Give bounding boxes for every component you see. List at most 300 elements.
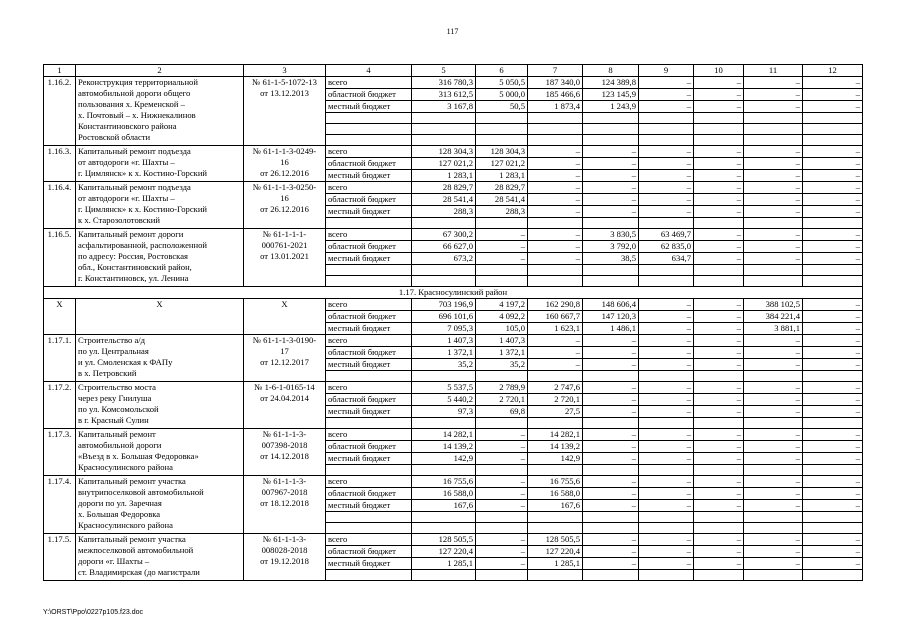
year-2024-cell: –	[744, 253, 803, 265]
registration-cell	[244, 146, 326, 182]
registration-line	[246, 110, 323, 121]
year-2024-cell: –	[744, 429, 803, 441]
year-2021-cell: –	[583, 441, 639, 453]
year-2020-cell: –	[528, 182, 583, 194]
total-cell: 67 300,2	[412, 229, 476, 241]
year-2025-cell	[803, 276, 863, 287]
total-cell: 696 101,6	[412, 311, 476, 323]
year-2022-cell: –	[639, 299, 694, 311]
item-number-line: 1.17.4.	[47, 476, 72, 486]
year-2025-cell: –	[803, 323, 863, 335]
registration-line	[246, 262, 323, 273]
year-2024-cell: –	[744, 441, 803, 453]
year-2022-cell: –	[639, 335, 694, 347]
item-number-line	[46, 520, 73, 531]
year-2022-cell: –	[639, 429, 694, 441]
page-number: 117	[446, 27, 459, 36]
year-2025-cell: –	[803, 500, 863, 512]
registration-line: от 14.12.2018	[260, 451, 309, 461]
column-header: 5	[412, 65, 476, 77]
registration-line: 008028-2018	[261, 545, 308, 555]
year-2020-cell: 2 747,6	[528, 382, 583, 394]
year-2025-cell: –	[803, 347, 863, 359]
item-number-line	[46, 157, 73, 168]
item-name-line: через реку Гнилуша	[78, 393, 152, 403]
year-2023-cell: –	[694, 500, 744, 512]
year-2022-cell: –	[639, 476, 694, 488]
funding-source-cell	[326, 418, 412, 429]
registration-line: 007398-2018	[261, 440, 308, 450]
funding-source-cell	[326, 218, 412, 229]
funding-source-cell: всего	[326, 77, 412, 89]
year-2019-cell	[476, 265, 528, 276]
total-cell: 1 407,3	[412, 335, 476, 347]
item-number-line: 1.16.2.	[47, 77, 72, 87]
year-2022-cell	[639, 265, 694, 276]
total-cell: 66 627,0	[412, 241, 476, 253]
item-name-line: Строительство моста	[78, 382, 156, 392]
item-name-line: и ул. Смоленская к ФАПу	[78, 357, 173, 367]
year-2025-cell: –	[803, 170, 863, 182]
year-2024-cell	[744, 124, 803, 135]
item-number-line	[46, 487, 73, 498]
item-number-line	[46, 310, 73, 321]
year-2019-cell: 28 541,4	[476, 194, 528, 206]
year-2020-cell	[528, 113, 583, 124]
funding-source-cell: местный бюджет	[326, 323, 412, 335]
year-2024-cell: –	[744, 335, 803, 347]
funding-source-cell: областной бюджет	[326, 158, 412, 170]
total-cell: 167,6	[412, 500, 476, 512]
item-name-line: Х	[156, 299, 163, 309]
year-2024-cell: –	[744, 194, 803, 206]
funding-source-cell: областной бюджет	[326, 546, 412, 558]
year-2020-cell: –	[528, 253, 583, 265]
section-row	[44, 287, 863, 299]
funding-source-cell: местный бюджет	[326, 406, 412, 418]
funding-source-cell: местный бюджет	[326, 253, 412, 265]
year-2022-cell: –	[639, 206, 694, 218]
item-name-line: обл., Константиновский район,	[78, 262, 192, 272]
year-2019-cell: 105,0	[476, 323, 528, 335]
item-number-line	[46, 404, 73, 415]
registration-cell	[244, 382, 326, 429]
year-2019-cell	[476, 113, 528, 124]
registration-line	[246, 310, 323, 321]
item-name-cell	[76, 476, 244, 534]
funding-source-cell: всего	[326, 429, 412, 441]
funding-source-cell	[326, 124, 412, 135]
year-2023-cell: –	[694, 429, 744, 441]
year-2020-cell	[528, 124, 583, 135]
year-2020-cell: 167,6	[528, 500, 583, 512]
year-2020-cell: –	[528, 347, 583, 359]
year-2024-cell: 3 881,1	[744, 323, 803, 335]
funding-source-cell	[326, 113, 412, 124]
registration-line	[246, 121, 323, 132]
funding-source-cell	[326, 276, 412, 287]
registration-cell	[244, 429, 326, 476]
year-2020-cell: 1 285,1	[528, 558, 583, 570]
year-2021-cell: 147 120,3	[583, 311, 639, 323]
total-cell: 1 285,1	[412, 558, 476, 570]
year-2021-cell: 124 389,8	[583, 77, 639, 89]
year-2025-cell: –	[803, 77, 863, 89]
year-2023-cell: –	[694, 546, 744, 558]
year-2024-cell: –	[744, 488, 803, 500]
table-row	[44, 534, 863, 546]
funding-source-cell: всего	[326, 382, 412, 394]
year-2019-cell: –	[476, 488, 528, 500]
registration-line	[246, 321, 323, 332]
year-2022-cell	[639, 135, 694, 146]
registration-line: № 61-1-1-3-	[262, 476, 307, 486]
registration-line: № 61-1-1-3-0250-	[252, 182, 317, 192]
total-cell: 35,2	[412, 359, 476, 371]
registration-line: от 13.01.2021	[260, 251, 309, 261]
funding-source-cell: всего	[326, 146, 412, 158]
year-2025-cell: –	[803, 206, 863, 218]
year-2024-cell: –	[744, 170, 803, 182]
item-name-line: от автодороги «г. Шахты –	[78, 157, 175, 167]
registration-line	[246, 132, 323, 143]
year-2023-cell: –	[694, 299, 744, 311]
item-name-line: внутрипоселковой автомобильной	[78, 487, 204, 497]
year-2022-cell	[639, 124, 694, 135]
year-2025-cell: –	[803, 488, 863, 500]
year-2023-cell: –	[694, 206, 744, 218]
year-2022-cell	[639, 113, 694, 124]
item-name-line: г. Цимлянск» к х. Костино-Горский	[78, 204, 208, 214]
column-header: 6	[476, 65, 528, 77]
funding-source-cell: областной бюджет	[326, 241, 412, 253]
section-title: 1.17. Красносулинский район	[44, 287, 863, 299]
table-row	[44, 229, 863, 241]
year-2025-cell: –	[803, 194, 863, 206]
year-2021-cell	[583, 218, 639, 229]
item-number-line	[46, 368, 73, 379]
year-2021-cell: –	[583, 335, 639, 347]
year-2021-cell: 3 792,0	[583, 241, 639, 253]
year-2023-cell	[694, 371, 744, 382]
year-2021-cell	[583, 371, 639, 382]
year-2023-cell: –	[694, 441, 744, 453]
year-2025-cell: –	[803, 406, 863, 418]
registration-line: от 26.12.2016	[260, 204, 309, 214]
item-number-line	[46, 321, 73, 332]
year-2023-cell: –	[694, 406, 744, 418]
total-cell	[412, 113, 476, 124]
year-2025-cell	[803, 113, 863, 124]
year-2021-cell: –	[583, 394, 639, 406]
year-2020-cell: –	[528, 229, 583, 241]
year-2020-cell: 16 755,6	[528, 476, 583, 488]
year-2019-cell: –	[476, 253, 528, 265]
registration-line: 000761-2021	[261, 240, 308, 250]
year-2024-cell: –	[744, 476, 803, 488]
item-name-line: Реконструкция территориальной	[78, 77, 198, 87]
year-2025-cell	[803, 124, 863, 135]
year-2020-cell	[528, 523, 583, 534]
year-2025-cell	[803, 218, 863, 229]
registration-cell	[244, 299, 326, 335]
year-2025-cell	[803, 418, 863, 429]
funding-source-cell: областной бюджет	[326, 441, 412, 453]
item-name-line: Константиновского района	[78, 121, 177, 131]
item-name-line: Красносулинского района	[78, 520, 173, 530]
funding-source-cell	[326, 265, 412, 276]
year-2020-cell: 142,9	[528, 453, 583, 465]
item-number-cell	[44, 476, 76, 534]
year-2025-cell: –	[803, 394, 863, 406]
year-2020-cell: –	[528, 170, 583, 182]
item-name-line: дороги «г. Шахты –	[78, 556, 150, 566]
year-2020-cell: 16 588,0	[528, 488, 583, 500]
year-2023-cell: –	[694, 335, 744, 347]
year-2022-cell	[639, 465, 694, 476]
item-number-line: Х	[56, 299, 63, 309]
item-name-line: Красносулинского района	[78, 462, 173, 472]
year-2023-cell: –	[694, 534, 744, 546]
funding-source-cell	[326, 523, 412, 534]
year-2021-cell	[583, 523, 639, 534]
item-name-line: межпоселковой автомобильной	[78, 545, 194, 555]
item-name-line: Ростовской области	[78, 132, 151, 142]
year-2019-cell: 28 829,7	[476, 182, 528, 194]
item-number-line: 1.17.2.	[47, 382, 72, 392]
year-2024-cell: –	[744, 558, 803, 570]
item-name-line: «Въезд в х. Большая Федоровка»	[78, 451, 199, 461]
total-cell	[412, 135, 476, 146]
registration-line: № 61-1-1-1-	[262, 229, 307, 239]
year-2021-cell: –	[583, 206, 639, 218]
registration-line: 16	[280, 193, 289, 203]
registration-cell	[244, 229, 326, 287]
item-name-line: автомобильной дороги	[78, 440, 162, 450]
year-2023-cell	[694, 265, 744, 276]
year-2020-cell	[528, 418, 583, 429]
year-2020-cell: –	[528, 194, 583, 206]
year-2021-cell	[583, 265, 639, 276]
funding-source-cell	[326, 371, 412, 382]
registration-line	[246, 520, 323, 531]
column-header: 7	[528, 65, 583, 77]
total-cell: 288,3	[412, 206, 476, 218]
year-2019-cell: –	[476, 558, 528, 570]
item-name-cell	[76, 146, 244, 182]
item-number-line: 1.17.5.	[47, 534, 72, 544]
total-cell	[412, 465, 476, 476]
column-header: 1	[44, 65, 76, 77]
total-cell: 28 541,4	[412, 194, 476, 206]
year-2022-cell	[639, 276, 694, 287]
year-2025-cell	[803, 570, 863, 581]
item-number-line	[46, 567, 73, 578]
year-2022-cell: –	[639, 453, 694, 465]
year-2025-cell: –	[803, 558, 863, 570]
item-number-line: 1.16.5.	[47, 229, 72, 239]
funding-source-cell: всего	[326, 335, 412, 347]
registration-line: 16	[280, 157, 289, 167]
year-2025-cell: –	[803, 101, 863, 113]
column-header: 3	[244, 65, 326, 77]
year-2023-cell: –	[694, 146, 744, 158]
year-2025-cell: –	[803, 476, 863, 488]
year-2021-cell: –	[583, 558, 639, 570]
year-2024-cell	[744, 276, 803, 287]
item-name-cell	[76, 382, 244, 429]
item-number-cell	[44, 77, 76, 146]
year-2025-cell: –	[803, 89, 863, 101]
year-2019-cell: 50,5	[476, 101, 528, 113]
total-cell	[412, 570, 476, 581]
year-2019-cell: 2 720,1	[476, 394, 528, 406]
registration-cell	[244, 335, 326, 382]
item-number-cell	[44, 534, 76, 581]
year-2025-cell: –	[803, 229, 863, 241]
registration-line: от 12.12.2017	[260, 357, 309, 367]
year-2019-cell: 2 789,9	[476, 382, 528, 394]
table-row	[44, 476, 863, 488]
year-2022-cell: –	[639, 194, 694, 206]
item-name-line: Строительство а/д	[78, 335, 146, 345]
table-row	[44, 299, 863, 311]
year-2021-cell: –	[583, 382, 639, 394]
item-number-line	[46, 273, 73, 284]
year-2019-cell	[476, 418, 528, 429]
funding-source-cell: всего	[326, 182, 412, 194]
year-2025-cell	[803, 465, 863, 476]
year-2020-cell: 1 623,1	[528, 323, 583, 335]
item-name-line: к х. Старозолотовский	[78, 215, 160, 225]
year-2021-cell: 1 243,9	[583, 101, 639, 113]
registration-line: № 61-1-1-3-	[262, 429, 307, 439]
year-2023-cell: –	[694, 453, 744, 465]
total-cell: 28 829,7	[412, 182, 476, 194]
year-2023-cell	[694, 276, 744, 287]
year-2021-cell: –	[583, 488, 639, 500]
year-2024-cell	[744, 512, 803, 523]
column-header: 12	[803, 65, 863, 77]
funding-source-cell: местный бюджет	[326, 101, 412, 113]
item-number-line	[46, 556, 73, 567]
year-2023-cell	[694, 512, 744, 523]
funding-source-cell: областной бюджет	[326, 394, 412, 406]
year-2020-cell: 1 873,4	[528, 101, 583, 113]
year-2025-cell: –	[803, 253, 863, 265]
registration-line: № 61-1-1-3-0249-	[252, 146, 317, 156]
total-cell: 5 440,2	[412, 394, 476, 406]
year-2019-cell	[476, 512, 528, 523]
year-2023-cell: –	[694, 311, 744, 323]
registration-line: от 13.12.2013	[260, 88, 309, 98]
registration-line: Х	[281, 299, 288, 309]
total-cell	[412, 218, 476, 229]
year-2025-cell	[803, 135, 863, 146]
year-2021-cell: 148 606,4	[583, 299, 639, 311]
item-name-line: в х. Петровский	[78, 368, 137, 378]
table-row	[44, 146, 863, 158]
item-number-line	[46, 88, 73, 99]
year-2022-cell: –	[639, 101, 694, 113]
item-number-line	[46, 240, 73, 251]
total-cell: 316 780,3	[412, 77, 476, 89]
item-name-cell	[76, 229, 244, 287]
item-name-line: Капитальный ремонт	[78, 429, 156, 439]
funding-source-cell: местный бюджет	[326, 170, 412, 182]
year-2023-cell	[694, 218, 744, 229]
item-number-line	[46, 193, 73, 204]
item-number-line	[46, 215, 73, 226]
registration-line: от 19.12.2018	[260, 556, 309, 566]
year-2024-cell: –	[744, 101, 803, 113]
year-2020-cell: 127 220,4	[528, 546, 583, 558]
item-number-cell	[44, 382, 76, 429]
registration-line	[246, 404, 323, 415]
registration-line	[246, 415, 323, 426]
total-cell: 97,3	[412, 406, 476, 418]
year-2019-cell: –	[476, 500, 528, 512]
year-2020-cell	[528, 135, 583, 146]
year-2020-cell: 2 720,1	[528, 394, 583, 406]
column-header: 9	[639, 65, 694, 77]
total-cell: 5 537,5	[412, 382, 476, 394]
total-cell	[412, 124, 476, 135]
funding-source-cell: всего	[326, 299, 412, 311]
registration-line: № 61-1-5-1072-13	[252, 77, 317, 87]
year-2024-cell	[744, 418, 803, 429]
total-cell: 14 139,2	[412, 441, 476, 453]
year-2019-cell	[476, 465, 528, 476]
funding-source-cell: местный бюджет	[326, 206, 412, 218]
funding-source-cell: областной бюджет	[326, 488, 412, 500]
registration-line	[246, 462, 323, 473]
year-2023-cell	[694, 523, 744, 534]
item-number-line	[46, 545, 73, 556]
year-2019-cell	[476, 570, 528, 581]
year-2022-cell: –	[639, 347, 694, 359]
item-number-line	[46, 357, 73, 368]
registration-line: № 1-6-1-0165-14	[254, 382, 315, 392]
year-2022-cell: –	[639, 323, 694, 335]
year-2024-cell	[744, 265, 803, 276]
funding-source-cell: местный бюджет	[326, 453, 412, 465]
item-number-line	[46, 498, 73, 509]
item-number-cell	[44, 429, 76, 476]
year-2019-cell: 4 092,2	[476, 311, 528, 323]
year-2023-cell	[694, 570, 744, 581]
table-row	[44, 382, 863, 394]
year-2019-cell: –	[476, 534, 528, 546]
year-2020-cell	[528, 218, 583, 229]
year-2021-cell	[583, 512, 639, 523]
year-2023-cell: –	[694, 170, 744, 182]
total-cell: 1 283,1	[412, 170, 476, 182]
item-name-line: Капитальный ремонт участка	[78, 534, 186, 544]
year-2020-cell: 185 466,6	[528, 89, 583, 101]
year-2024-cell: –	[744, 89, 803, 101]
year-2023-cell	[694, 465, 744, 476]
year-2021-cell	[583, 465, 639, 476]
total-cell: 16 588,0	[412, 488, 476, 500]
column-header: 10	[694, 65, 744, 77]
item-name-line: х. Почтовый – х. Нижнекалинов	[78, 110, 196, 120]
year-2022-cell	[639, 371, 694, 382]
funding-source-cell: областной бюджет	[326, 311, 412, 323]
item-number-line	[46, 346, 73, 357]
year-2022-cell: –	[639, 89, 694, 101]
funding-source-cell: всего	[326, 229, 412, 241]
